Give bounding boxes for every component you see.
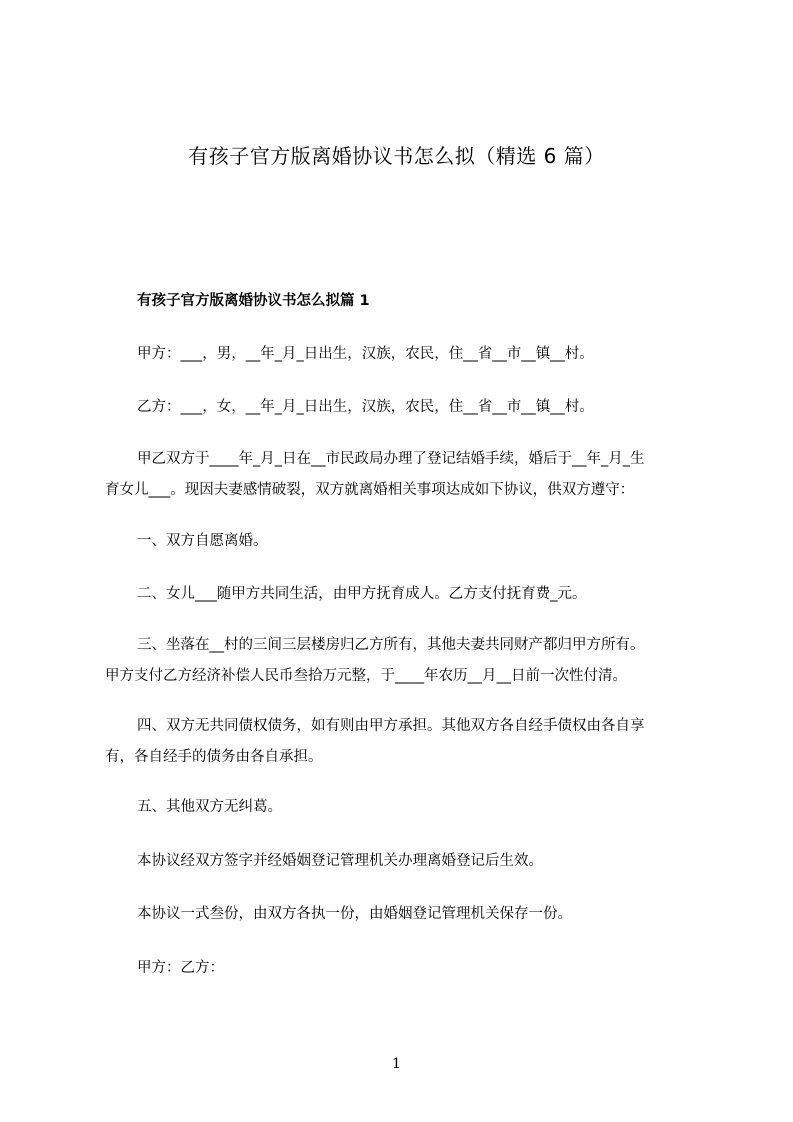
signature-line: 甲方：乙方： xyxy=(137,960,224,976)
page-number: 1 xyxy=(392,1056,401,1072)
section-heading: 有孩子官方版离婚协议书怎么拟篇 1 xyxy=(137,293,370,309)
clause-4 xyxy=(105,711,705,773)
copies-clause: 本协议一式叁份，由双方各执一份，由婚姻登记管理机关保存一份。 xyxy=(137,906,572,922)
clause-4-line-1: 四、双方无共同债权债务，如有则由甲方承担。其他双方各自经手债权由各自享 xyxy=(137,718,645,734)
clause-2: 二、女儿___随甲方共同生活，由甲方抚育成人。乙方支付抚育费_元。 xyxy=(137,586,587,602)
clause-1: 一、双方自愿离婚。 xyxy=(137,533,268,549)
clause-3 xyxy=(105,630,705,692)
intro-paragraph xyxy=(105,444,705,506)
clause-3-line-1: 三、坐落在__村的三间三层楼房归乙方所有，其他夫妻共同财产都归甲方所有。 xyxy=(137,637,645,653)
document-title: 有孩子官方版离婚协议书怎么拟（精选 6 篇） xyxy=(188,144,605,168)
clause-3-line-2: 甲方支付乙方经济补偿人民币叁拾万元整，于____年农历__月__日前一次性付清。 xyxy=(105,668,627,684)
intro-line-1: 甲乙双方于____年_月_日在__市民政局办理了登记结婚手续，婚后于__年_月_生 xyxy=(137,451,645,467)
party-b-info: 乙方：___，女，__年_月_日出生，汉族，农民，住__省__市__镇__村。 xyxy=(137,399,594,415)
effect-clause: 本协议经双方签字并经婚姻登记管理机关办理离婚登记后生效。 xyxy=(137,853,543,869)
intro-line-2: 育女儿___。现因夫妻感情破裂，双方就离婚相关事项达成如下协议，供双方遵守： xyxy=(105,482,635,498)
party-a-info: 甲方：___，男，__年_月_日出生，汉族，农民，住__省__市__镇__村。 xyxy=(137,346,594,362)
clause-5: 五、其他双方无纠葛。 xyxy=(137,799,282,815)
clause-4-line-2: 有，各自经手的债务由各自承担。 xyxy=(105,749,323,765)
